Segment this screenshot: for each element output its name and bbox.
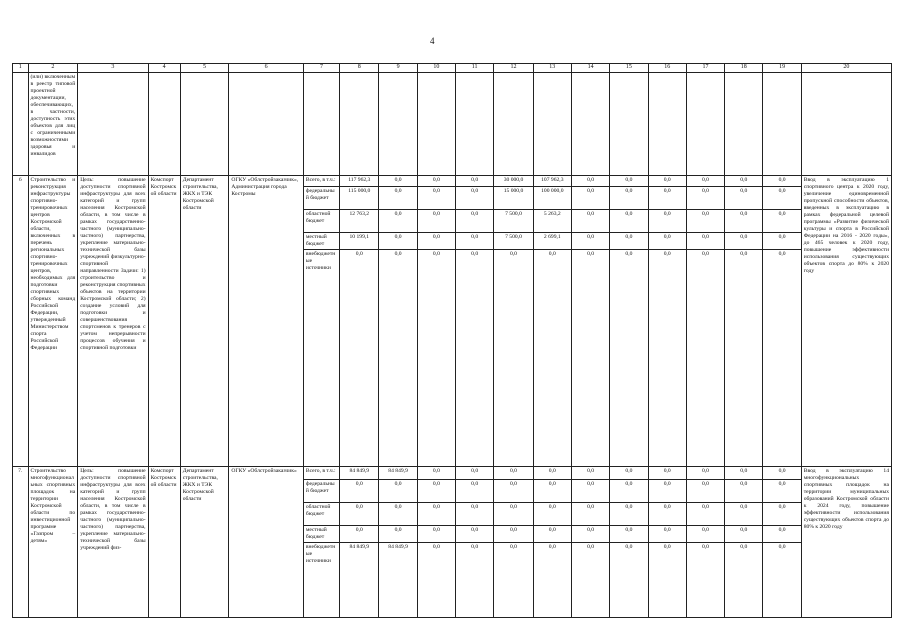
empty-cell [763,73,801,176]
funding-value: 0,0 [571,233,609,250]
funding-value: 0,0 [379,526,417,543]
funding-value: 0,0 [763,526,801,543]
funding-value: 107 962,3 [533,176,571,187]
funding-value: 0,0 [379,503,417,526]
measure-name: Строительство многофункциональных спортивных площадок на территории Костромской области по инвестиционной программе «Газпром – детям» [28,467,78,618]
funding-value: 0,0 [417,503,455,526]
funding-value: 0,0 [610,233,648,250]
funding-value: 12 763,2 [340,210,379,233]
funding-value: 0,0 [648,526,686,543]
funding-value: 0,0 [686,543,724,618]
continuation-text: (или) включенным в реестр типовой проектной документации, обеспечивающих, в частности, доступность этих объектов для лиц с ограниченными возможностями здоровья и инвалидов [28,73,78,176]
funding-value: 0,0 [533,543,571,618]
co-executor: Департамент строительства, ЖКХ и ТЭК Костромской области [180,176,229,467]
funding-value: 0,0 [571,210,609,233]
funding-source: внебюджетные источники [303,250,339,467]
funding-value: 0,0 [340,503,379,526]
funding-value: 0,0 [648,187,686,210]
funding-value: 5 263,2 [533,210,571,233]
funding-value: 0,0 [763,176,801,187]
column-header: 18 [725,64,763,73]
funding-source: федеральный бюджет [303,187,339,210]
funding-value: 0,0 [763,543,801,618]
continuation-row [13,73,892,176]
responsible-executor: Комспорт Костромской области [148,467,180,618]
funding-value: 0,0 [763,250,801,467]
funding-value: 0,0 [379,233,417,250]
funding-value: 0,0 [686,187,724,210]
funding-value: 0,0 [686,210,724,233]
empty-cell [340,73,379,176]
funding-value: 0,0 [763,480,801,503]
funding-value: 0,0 [610,480,648,503]
empty-cell [494,73,533,176]
empty-cell [379,73,417,176]
funding-value: 0,0 [379,480,417,503]
funding-value: 7 500,0 [494,233,533,250]
funding-value: 0,0 [571,503,609,526]
funding-value: 0,0 [725,543,763,618]
column-header: 4 [148,64,180,73]
header-row [13,64,892,73]
funding-value: 0,0 [417,176,455,187]
funding-value: 0,0 [610,210,648,233]
funding-value: 0,0 [725,503,763,526]
funding-value: 0,0 [725,467,763,480]
funding-value: 0,0 [763,503,801,526]
funding-value: 0,0 [571,187,609,210]
funding-value: 0,0 [725,233,763,250]
column-header: 5 [180,64,229,73]
funding-value: 0,0 [648,176,686,187]
funding-value: 0,0 [494,480,533,503]
expected-result: Ввод в эксплуатацию 1 спортивного центра к 2020 году, увеличение единовременной пропускной способности объектов, введенных в эксплуатацию в рамках федеральной целевой программы «Развитие физической культуры и спорта в Российской Федерации на 2016 - 2020 годы», до 465 человек к 2020 году, повышение эффективности использования существующих объектов спорта до 80% к 2020 году [801,176,891,467]
column-header: 6 [229,64,304,73]
funding-value: 0,0 [725,480,763,503]
funding-value: 0,0 [686,526,724,543]
funding-value: 15 000,0 [494,187,533,210]
column-header: 9 [379,64,417,73]
funding-value: 0,0 [456,176,494,187]
column-header: 17 [686,64,724,73]
funding-value: 0,0 [417,526,455,543]
funding-value: 0,0 [494,526,533,543]
funding-value: 0,0 [417,480,455,503]
column-header: 20 [801,64,891,73]
column-header: 3 [78,64,148,73]
empty-cell [148,73,180,176]
funding-value: 0,0 [610,526,648,543]
funding-value: 0,0 [456,250,494,467]
funding-value: 0,0 [494,503,533,526]
funding-value: 0,0 [533,480,571,503]
funding-value: 0,0 [610,503,648,526]
column-header: 8 [340,64,379,73]
funding-value: 84 849,9 [340,467,379,480]
expected-result: Ввод в эксплуатацию 14 многофункциональных спортивных площадок на территории муниципальных образований Костромской области к 2024 году, повышение эффективности использования существующих объектов спорта до 80% к 2020 году [801,467,891,618]
funding-value: 0,0 [533,467,571,480]
funding-value: 0,0 [494,543,533,618]
responsible-executor: Комспорт Костромской области [148,176,180,467]
column-header: 11 [456,64,494,73]
funding-value: 0,0 [763,467,801,480]
table-row [13,176,892,187]
measure-goal: Цель: повышение доступности спортивной инфраструктуры для всех категорий и групп населения Костромской области, в том числе в рамках государственно-частного (муниципально-частного) партнерства, укрепление материально-технической базы учреждений физ- [78,467,148,618]
funding-value: 0,0 [725,187,763,210]
funding-value: 117 962,3 [340,176,379,187]
participants: ОГКУ «Облстройзаказчик» [229,467,304,618]
program-table [12,63,892,618]
funding-source: областной бюджет [303,503,339,526]
column-header: 1 [13,64,29,73]
column-header: 12 [494,64,533,73]
empty-cell [648,73,686,176]
funding-source: местный бюджет [303,233,339,250]
funding-value: 0,0 [763,187,801,210]
funding-value: 0,0 [725,250,763,467]
funding-value: 0,0 [648,210,686,233]
funding-value: 0,0 [686,467,724,480]
empty-cell [180,73,229,176]
funding-value: 84 849,9 [379,467,417,480]
funding-value: 0,0 [456,503,494,526]
empty-cell [417,73,455,176]
row-number: 6 [13,176,29,467]
empty-cell [303,73,339,176]
funding-value: 0,0 [571,526,609,543]
column-header: 15 [610,64,648,73]
participants: ОГКУ «Облстройзаказчик», Администрация города Костромы [229,176,304,467]
funding-value: 7 500,0 [494,210,533,233]
empty-cell [686,73,724,176]
funding-value: 10 199,1 [340,233,379,250]
funding-value: 0,0 [533,503,571,526]
funding-value: 115 000,0 [340,187,379,210]
empty-cell [229,73,304,176]
funding-value: 0,0 [456,467,494,480]
funding-value: 0,0 [571,250,609,467]
funding-value: 0,0 [686,503,724,526]
funding-value: 0,0 [686,233,724,250]
funding-value: 0,0 [725,526,763,543]
funding-value: 0,0 [648,480,686,503]
column-header: 10 [417,64,455,73]
funding-value: 0,0 [379,176,417,187]
column-header: 7 [303,64,339,73]
empty-cell [571,73,609,176]
funding-value: 0,0 [610,543,648,618]
funding-value: 0,0 [417,467,455,480]
empty-cell [801,73,891,176]
funding-value: 0,0 [571,176,609,187]
funding-value: 0,0 [648,233,686,250]
funding-value: 0,0 [648,543,686,618]
co-executor: Департамент строительства, ЖКХ и ТЭК Костромской области [180,467,229,618]
funding-value: 0,0 [571,467,609,480]
measure-name: Строительство и реконструкция инфраструктуры спортивно-тренировочных центров Костромской области, включенных в перечень региональных спортивно-тренировочных центров, необходимых для подготовки спортивных сборных команд Российской Федерации, утвержденный Министерством спорта Российской Федерации [28,176,78,467]
funding-value: 84 849,9 [379,543,417,618]
funding-value: 0,0 [610,187,648,210]
column-header: 13 [533,64,571,73]
table-row [13,467,892,480]
funding-value: 0,0 [417,250,455,467]
funding-value: 0,0 [379,210,417,233]
funding-value: 0,0 [340,250,379,467]
empty-cell [610,73,648,176]
empty-cell [456,73,494,176]
funding-value: 0,0 [379,250,417,467]
funding-value: 0,0 [571,543,609,618]
column-header: 19 [763,64,801,73]
funding-value: 0,0 [417,187,455,210]
funding-value: 0,0 [456,210,494,233]
funding-value: 0,0 [533,250,571,467]
funding-source: Всего, в т.ч.: [303,467,339,480]
funding-value: 2 699,1 [533,233,571,250]
measure-goal: Цель: повышение доступности спортивной инфраструктуры для всех категорий и групп населения Костромской области, в том числе в рамках государственно-частного (муниципально-частного) партнерства, укрепление материально-технической базы учреждений физкультурно-спортивной направленности Задачи: 1) строительство и реконструкция спортивных объектов на территории Костромской области; 2) создание условий для подготовки и совершенствования спортсменов к тренеров с учетом непрерывности процессов обучения и спортивной подготовки [78,176,148,467]
funding-source: местный бюджет [303,526,339,543]
empty-cell [725,73,763,176]
funding-value: 0,0 [417,543,455,618]
column-header: 2 [28,64,78,73]
funding-value: 0,0 [379,187,417,210]
funding-value: 0,0 [648,503,686,526]
funding-value: 0,0 [571,480,609,503]
funding-value: 0,0 [417,210,455,233]
funding-value: 0,0 [456,526,494,543]
funding-value: 30 000,0 [494,176,533,187]
funding-value: 0,0 [340,480,379,503]
funding-value: 0,0 [456,480,494,503]
funding-source: федеральный бюджет [303,480,339,503]
funding-value: 0,0 [763,210,801,233]
funding-value: 0,0 [610,467,648,480]
funding-source: Всего, в т.ч.: [303,176,339,187]
funding-value: 0,0 [763,233,801,250]
funding-value: 0,0 [494,467,533,480]
empty-cell [533,73,571,176]
funding-value: 0,0 [340,526,379,543]
funding-value: 0,0 [725,176,763,187]
funding-source: областной бюджет [303,210,339,233]
funding-value: 0,0 [533,526,571,543]
funding-value: 0,0 [610,176,648,187]
column-header: 14 [571,64,609,73]
funding-value: 84 849,9 [340,543,379,618]
measures-table [12,63,892,618]
funding-value: 0,0 [686,250,724,467]
funding-value: 0,0 [648,250,686,467]
page-number: 4 [430,36,435,46]
funding-value: 0,0 [648,467,686,480]
funding-value: 0,0 [456,543,494,618]
funding-value: 0,0 [686,176,724,187]
funding-value: 0,0 [456,233,494,250]
row-number: 7. [13,467,29,618]
funding-value: 0,0 [456,187,494,210]
funding-value: 0,0 [610,250,648,467]
empty-cell [13,73,29,176]
funding-source: внебюджетные источники [303,543,339,618]
funding-value: 100 000,0 [533,187,571,210]
funding-value: 0,0 [494,250,533,467]
column-header: 16 [648,64,686,73]
empty-cell [78,73,148,176]
funding-value: 0,0 [725,210,763,233]
funding-value: 0,0 [686,480,724,503]
funding-value: 0,0 [417,233,455,250]
